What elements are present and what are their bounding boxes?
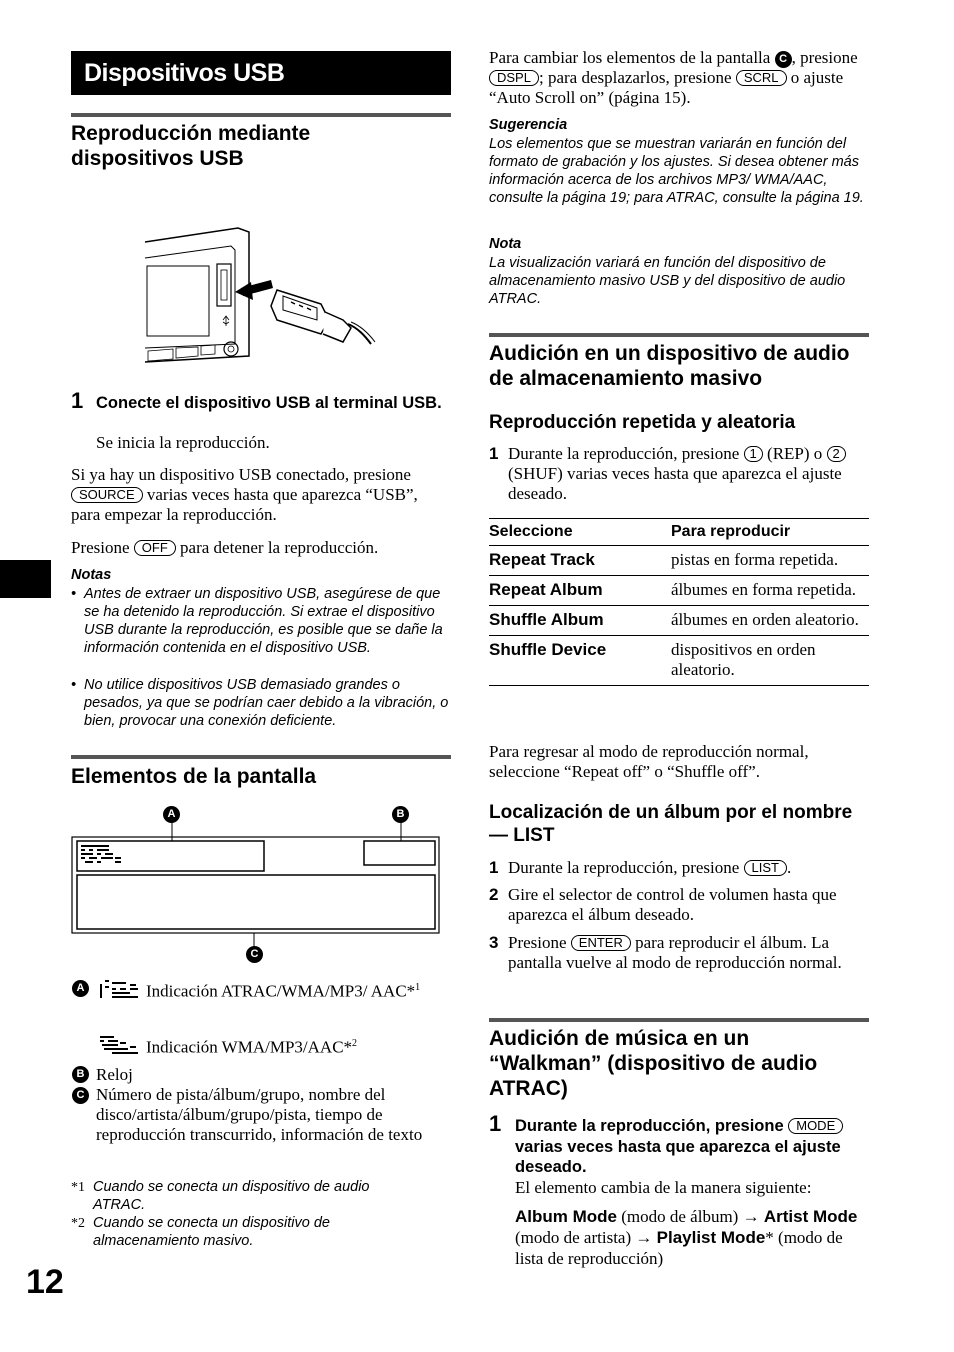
intro-text: ; para desplazarlos, presione [538,68,732,87]
side-tab [0,560,51,598]
step-text-part: Durante la reproducción, presione [508,444,740,463]
step-text-part: La pantalla vuelve al modo de reproducción normal. [508,933,842,972]
step-text-part: (SHUF) varias veces hasta que aparezca el ajuste deseado. [508,464,842,503]
step-text-part: Presione [508,933,567,952]
column-header: Para reproducir [671,519,869,546]
table-row [489,636,869,686]
intro-paragraph [489,48,869,108]
heading-display-items: Elementos de la pantalla [71,765,317,788]
mode-star: * [765,1228,774,1247]
item-b: Reloj [96,1065,133,1084]
item-a2 [146,1034,357,1058]
step-text [508,933,870,973]
step-number: 1 [71,388,84,413]
divider [71,113,451,117]
arrow-icon: → [742,1207,760,1226]
intro-text: , presione [791,48,858,67]
footnote-2-mark: *2 [71,1216,85,1231]
step-text-part: . [787,858,792,877]
note-item [71,585,451,657]
footnote-1-mark: *1 [71,1180,85,1195]
page-number: 12 [26,1263,64,1301]
step-text: El elemento cambia de la manera siguiente: [515,1178,812,1197]
mode-desc: (modo de lista de reproducción) [515,1228,843,1268]
footnote-ref: 1 [415,982,421,993]
subheading-repeat-shuffle: Reproducción repetida y aleatoria [489,412,796,433]
note-title: Nota [489,236,522,252]
step-text [508,444,870,504]
paragraph-text: varias veces hasta que aparezca “USB”, para empezar la reproducción. [71,485,418,524]
enter-key-icon: ENTER [571,935,631,951]
heading-mass-storage: Audición en un dispositivo de audio de almacenamiento masivo [489,342,850,390]
mode-name: Artist Mode [763,1207,858,1226]
step-title [515,1116,860,1178]
divider [489,333,869,337]
paragraph-text: Presione [71,538,130,557]
table-cell: álbumes en orden aleatorio. [671,606,869,636]
step-title-part: Durante la reproducción, presione [515,1117,784,1135]
step-title-part: varias veces hasta que aparezca el ajuste deseado. [515,1137,841,1176]
table-cell: Shuffle Device [489,636,671,686]
step-text: Gire el selector de control de volumen hasta que aparezca el álbum deseado. [508,885,837,924]
callout-b-icon: B [392,806,409,823]
arrow-icon: → [635,1228,653,1247]
banner-title: Dispositivos USB [84,59,285,87]
table-row [489,546,869,576]
tip-title: Sugerencia [489,117,568,133]
wma-indicator-icon [98,1034,140,1061]
mode-name: Album Mode [515,1207,617,1226]
table-cell: Shuffle Album [489,606,671,636]
key-1-icon: 1 [744,446,763,462]
table-row [489,606,869,636]
item-c: Número de pista/álbum/grupo, nombre del disco/artista/álbum/grupo/pista, tiempo de reproducción transcurrido, información de texto [96,1085,423,1144]
intro-text: Para cambiar los elementos de la pantalla [489,48,771,67]
dspl-key-icon: DSPL [489,70,539,86]
paragraph-source [71,465,451,525]
heading-usb-playback: Reproducción mediante dispositivos USB [71,122,311,170]
tip-text: Los elementos que se muestran variarán en función del formato de grabación y los ajustes. Si desea obtener más información acerca de los archivos MP3/ WMA/AAC, consulte la página 19; para ATRAC, consulte la página 19. [489,136,864,206]
bullet-icon: • [71,586,77,602]
step-text [508,858,870,878]
bullet-icon: • [71,677,77,693]
table-cell: dispositivos en orden aleatorio. [671,636,869,686]
mode-desc: (modo de álbum) [621,1207,739,1226]
step-number: 2 [489,885,499,904]
subheading-list: Localización de un álbum por el nombre — LIST [489,802,853,846]
table-cell: álbumes en forma repetida. [671,576,869,606]
paragraph-off [71,538,451,558]
footnote-2: Cuando se conecta un dispositivo de almacenamiento masivo. [93,1215,330,1249]
item-a2-text: Indicación WMA/MP3/AAC* [146,1037,353,1057]
display-diagram [71,805,441,965]
callout-c-icon: C [72,1087,89,1104]
paragraph-text: para detener la reproducción. [180,538,379,557]
step-text-part: (REP) o [767,444,823,463]
play-mode-table [489,518,869,686]
divider [71,755,451,759]
note-text: No utilice dispositivos USB demasiado grandes o pesados, ya que se podrían caer debido a la vibración, o bien, provocar una conexión deficiente. [84,677,449,729]
step-number: 1 [489,444,499,463]
divider [489,1018,869,1022]
note-text: Antes de extraer un dispositivo USB, asegúrese de que se ha detenido la reproducción. Si extrae el dispositivo USB durante la reproducción, es posible que se dañe la información contenida en el dispositivo USB. [84,586,443,656]
scrl-key-icon: SCRL [736,70,787,86]
mode-desc: (modo de artista) [515,1228,632,1247]
column-header: Seleccione [489,519,671,546]
mode-name: Playlist Mode [656,1228,766,1247]
step-text-part: para reproducir el álbum. [635,933,807,952]
step-number: 1 [489,858,499,877]
mode-sequence [515,1206,870,1269]
step-text: Se inicia la reproducción. [96,433,270,452]
step-title: Conecte el dispositivo USB al terminal USB. [96,394,442,412]
table-cell: Repeat Album [489,576,671,606]
step-number: 3 [489,933,499,952]
callout-a-icon: A [72,980,89,997]
callout-b-icon: B [72,1066,89,1083]
note-item [71,676,451,730]
intro-text: o ajuste “Auto Scroll on” (página 15). [489,68,844,107]
paragraph-text: Si ya hay un dispositivo USB conectado, presione [71,465,411,484]
callout-c-icon: C [246,946,263,963]
section-banner [71,51,451,95]
note-text: La visualización variará en función del dispositivo de almacenamiento masivo USB y del dispositivo de audio ATRAC. [489,255,846,307]
table-row [489,576,869,606]
off-key-icon: OFF [134,540,176,556]
item-a1 [96,978,436,1002]
notes-title: Notas [71,567,112,583]
usb-connection-illustration [143,224,383,369]
footnote-ref: 2 [352,1038,358,1049]
after-table-text: Para regresar al modo de reproducción normal, seleccione “Repeat off” o “Shuffle off”. [489,742,809,781]
mode-key-icon: MODE [788,1118,843,1134]
item-a1-text: Indicación ATRAC/WMA/MP3/ AAC* [146,981,416,1001]
table-cell: pistas en forma repetida. [671,546,869,576]
table-header [489,519,869,546]
list-key-icon: LIST [744,860,787,876]
step-text-part: Durante la reproducción, presione [508,858,740,877]
heading-walkman: Audición de música en un “Walkman” (dispositivo de audio ATRAC) [489,1027,818,1100]
table-cell: Repeat Track [489,546,671,576]
footnote-1: Cuando se conecta un dispositivo de audio ATRAC. [93,1179,370,1213]
key-2-icon: 2 [827,446,846,462]
source-key-icon: SOURCE [71,487,143,503]
step-number: 1 [489,1111,502,1136]
callout-c-icon: C [775,51,792,68]
callout-a-icon: A [163,806,180,823]
